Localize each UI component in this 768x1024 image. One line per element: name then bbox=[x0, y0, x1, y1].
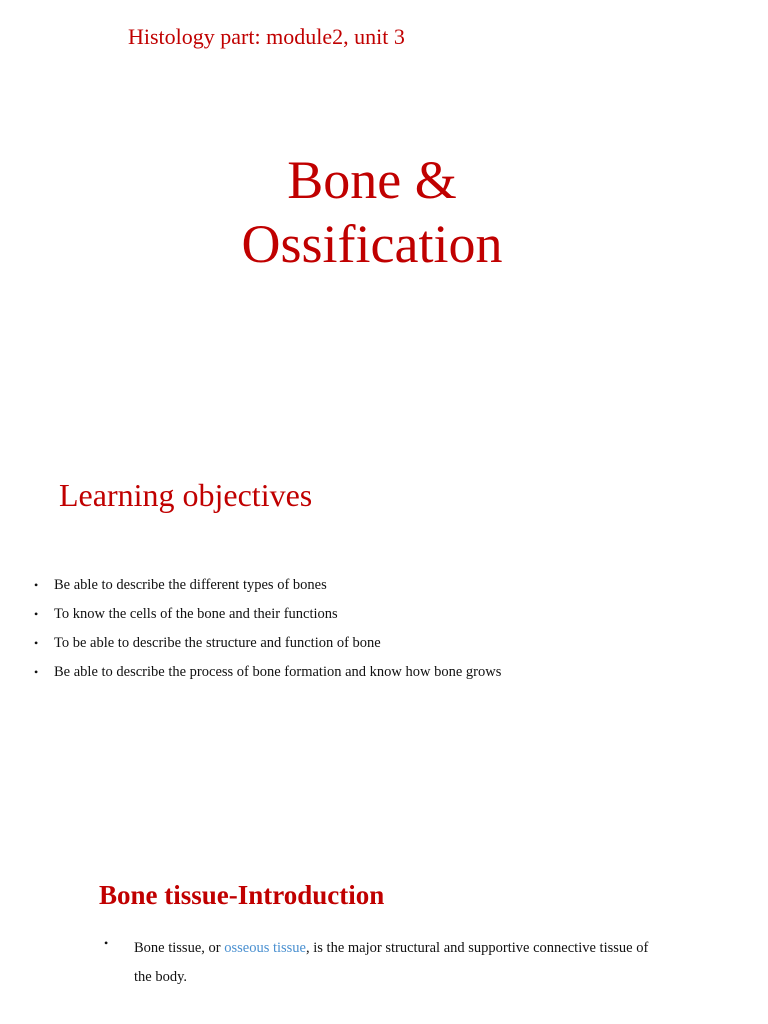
title-line-2: Ossification bbox=[241, 214, 503, 274]
list-item bbox=[34, 600, 734, 629]
title-line-1: Bone & bbox=[287, 150, 457, 210]
introduction-heading: Bone tissue-Introduction bbox=[99, 880, 385, 910]
objective-text: To be able to describe the structure and function of bone bbox=[54, 635, 381, 651]
bullet-icon: • bbox=[104, 936, 109, 950]
bullet-icon: • bbox=[34, 636, 39, 650]
learning-objectives-heading: Learning objectives bbox=[59, 477, 313, 513]
introduction-text bbox=[134, 934, 664, 992]
objectives-list bbox=[34, 571, 734, 687]
list-item bbox=[34, 571, 734, 600]
module-subtitle: Histology part: module2, unit 3 bbox=[128, 24, 405, 49]
page-title bbox=[0, 148, 744, 276]
bullet-icon: • bbox=[34, 607, 39, 621]
objective-text: To know the cells of the bone and their functions bbox=[54, 606, 338, 622]
list-item bbox=[34, 658, 734, 687]
osseous-tissue-link[interactable]: osseous tissue bbox=[224, 940, 306, 956]
list-item bbox=[34, 629, 734, 658]
bullet-icon: • bbox=[34, 578, 39, 592]
intro-text-start: Bone tissue, or bbox=[134, 940, 225, 956]
introduction-paragraph bbox=[104, 934, 664, 992]
objective-text: Be able to describe the different types of bones bbox=[54, 577, 327, 593]
objective-text: Be able to describe the process of bone formation and know how bone grows bbox=[54, 664, 502, 680]
intro-text-end: , is the major structural and supportive connective tissue of the body. bbox=[134, 940, 649, 985]
bullet-icon: • bbox=[34, 665, 39, 679]
